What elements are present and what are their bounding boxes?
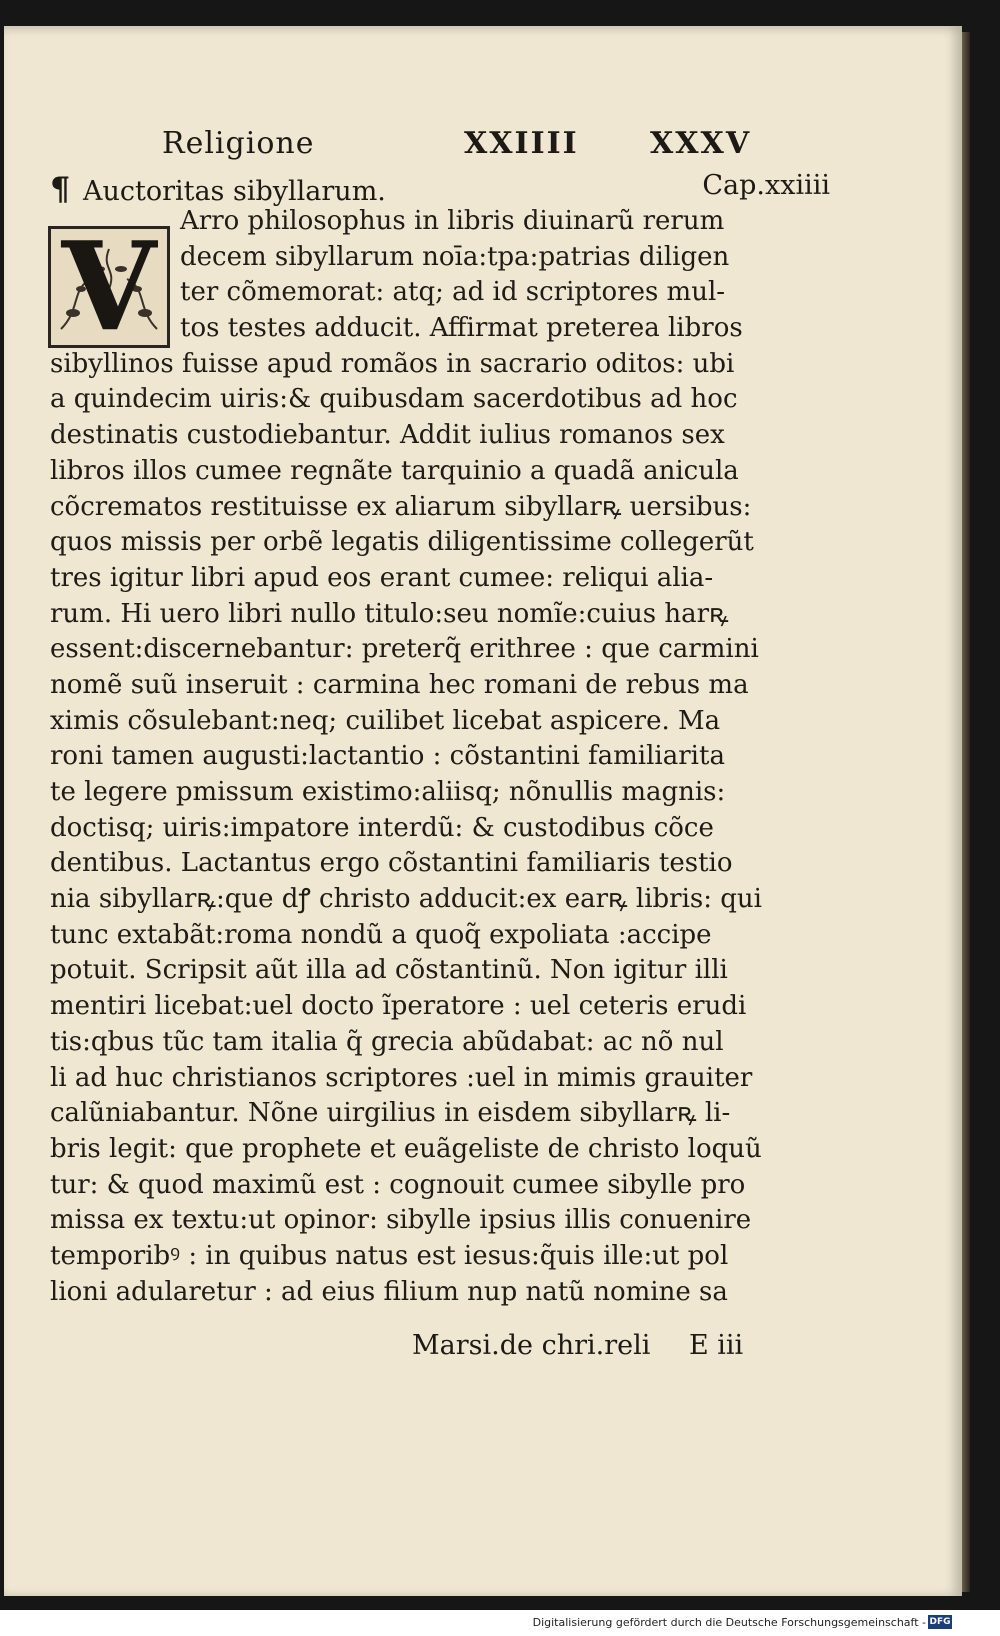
text-line: tres igitur libri apud eos erant cumee: reliqui alia-	[50, 562, 714, 593]
book-page	[4, 26, 962, 1596]
chapter-number: Cap.xxiiii	[702, 170, 830, 201]
text-line: tunc extabãt:roma nondũ a quoq̃ expoliata :accipe	[50, 919, 712, 950]
text-line: bris legit: que prophete et euãgeliste de christo loquũ	[50, 1133, 762, 1164]
text-line: lioni adularetur : ad eius filium nup natũ nomine sa	[50, 1276, 728, 1307]
credit-text: Digitalisierung gefördert durch die Deutsche Forschungsgemeinschaft -	[532, 1616, 926, 1629]
text-line: decem sibyllarum noīa:tpa:patrias diligen	[180, 241, 730, 272]
text-line: nia sibyllarꝶ:que dꝭ christo adducit:ex earꝶ libris: qui	[50, 884, 762, 915]
credit-bar	[0, 1610, 1000, 1636]
text-line: cõcrematos restituisse ex aliarum sibyllarꝶ uersibus:	[50, 491, 752, 522]
text-line: destinatis custodiebantur. Addit iulius romanos sex	[50, 420, 725, 451]
chapter-heading	[50, 170, 830, 206]
text-line: potuit. Scripsit aũt illa ad cõstantinũ. Non igitur illi	[50, 955, 728, 986]
page-edge-shadow	[962, 32, 970, 1592]
body-text	[50, 204, 830, 1310]
signature-mark: E iii	[688, 1330, 744, 1361]
text-line: ter cõmemorat: atq; ad id scriptores mul-	[180, 277, 726, 308]
text-line: libros illos cumee regnãte tarquinio a quadã anicula	[50, 455, 739, 486]
text-line: mentiri licebat:uel docto ĩperatore : uel ceteris erudi	[50, 991, 747, 1022]
header-right: XXXV	[650, 126, 752, 161]
initial-letter: V	[61, 226, 157, 348]
text-line: a quindecim uiris:& quibusdam sacerdotibus ad hoc	[50, 384, 738, 415]
text-line: ximis cõsulebant:neq; cuilibet licebat aspicere. Ma	[50, 705, 721, 736]
pilcrow-mark: ¶	[50, 170, 71, 208]
text-line: tis:qbus tũc tam italia q̃ grecia abũdabat: ac nõ nul	[50, 1026, 724, 1057]
text-line: temporibꝰ : in quibus natus est iesus:q̃uis ille:ut pol	[50, 1240, 729, 1271]
text-line: essent:discernebantur: preterq̃ erithree : que carmini	[50, 634, 759, 665]
text-line: nomẽ suũ inseruit : carmina hec romani de rebus ma	[50, 669, 749, 700]
text-line: tur: & quod maximũ est : cognouit cumee sibylle pro	[50, 1169, 746, 1200]
text-line: rum. Hi uero libri nullo titulo:seu nomĩe:cuius harꝶ	[50, 598, 729, 629]
text-line: sibyllinos fuisse apud romãos in sacrario oditos: ubi	[50, 348, 735, 379]
text-line: calũniabantur. Nõne uirgilius in eisdem sibyllarꝶ li-	[50, 1098, 731, 1129]
dfg-logo-icon: DFG	[929, 1617, 951, 1627]
page-footer	[412, 1330, 832, 1370]
text-line: li ad huc christianos scriptores :uel in mimis grauiter	[50, 1062, 753, 1093]
chapter-title: Auctoritas sibyllarum.	[82, 176, 386, 207]
catchword: Marsi.de chri.reli	[412, 1330, 651, 1361]
header-middle: XXIIII	[464, 126, 579, 161]
text-line: dentibus. Lactantus ergo cõstantini familiaris testio	[50, 848, 733, 879]
text-line: missa ex textu:ut opinor: sibylle ipsius illis conuenire	[50, 1205, 752, 1236]
running-header	[4, 126, 962, 170]
text-line: roni tamen augusti:lactantio : cõstantini familiarita	[50, 741, 725, 772]
text-line: quos missis per orbẽ legatis diligentissime collegerũt	[50, 527, 754, 558]
text-line: Arro philosophus in libris diuinarũ rerum	[180, 206, 725, 236]
text-line: doctisq; uiris:impatore interdũ: & custodibus cõce	[50, 812, 714, 843]
text-line: te legere pmissum existimo:aliisq; nõnullis magnis:	[50, 777, 726, 807]
header-left: Religione	[162, 126, 315, 161]
text-line: tos testes adducit. Affirmat preterea libros	[180, 313, 743, 344]
